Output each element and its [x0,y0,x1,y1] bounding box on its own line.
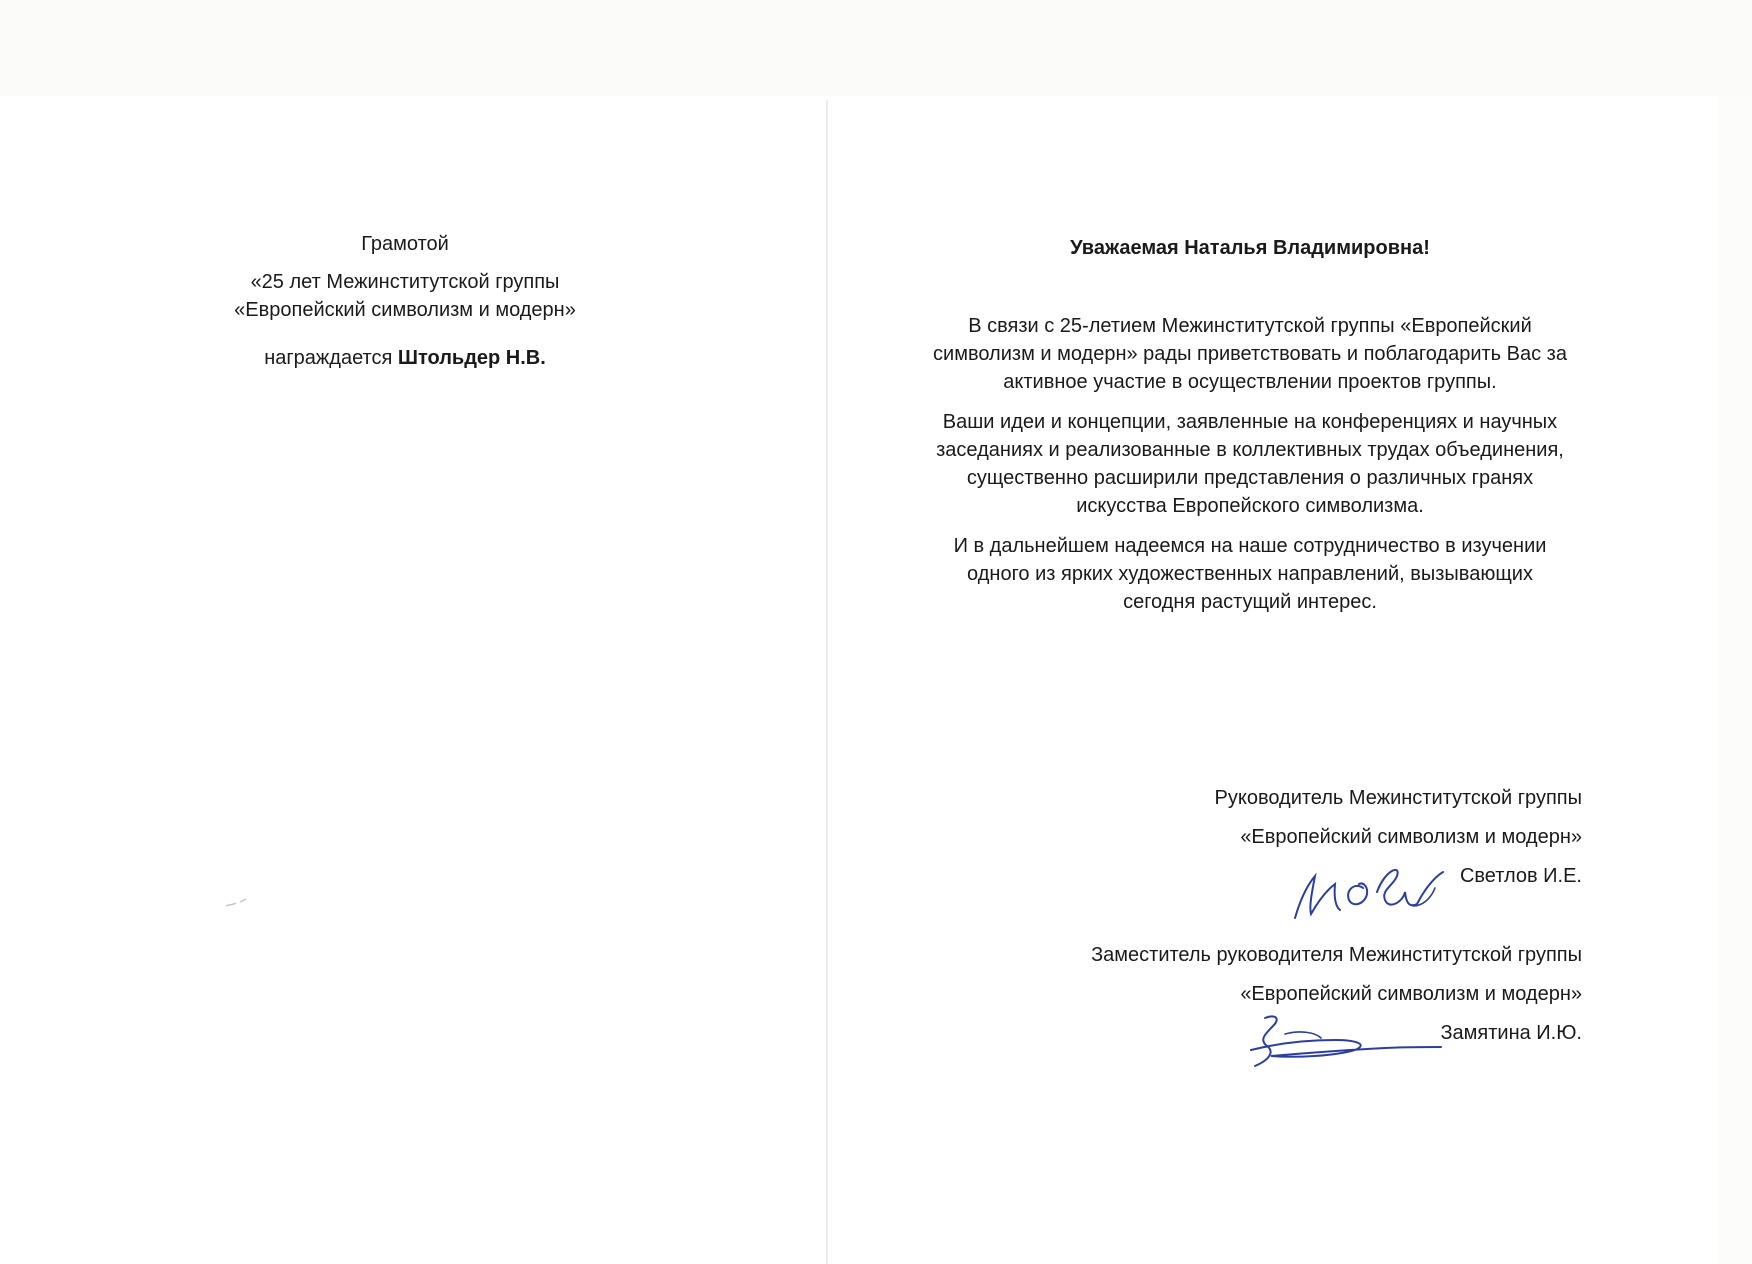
handwritten-signature-svetlov [1285,862,1460,924]
award-name-line-1: «25 лет Межинститутской группы [250,271,560,293]
scan-background [0,0,1752,96]
letter-line: В связи с 25-летием Межинститутской группы «Европейский [968,315,1532,337]
signatory-position: Руководитель Межинститутской группы [1214,787,1582,809]
letter-line: символизм и модерн» рады приветствовать и поблагодарить Вас за [933,343,1567,365]
letter-paragraph-1 [910,312,1590,396]
awardee-name: Штольдер Н.В. [397,347,546,369]
page-fold-line [826,100,828,1264]
signatory-position: Заместитель руководителя Межинститутской группы [1091,944,1582,966]
scan-speck-mark [224,896,254,910]
award-name-line-2: «Европейский символизм и модерн» [234,299,576,321]
handwritten-signature-zamyatina [1245,1010,1445,1072]
awarded-line [120,344,690,372]
certificate-left-page [120,230,690,372]
award-title: Грамотой [361,233,449,255]
letter-greeting: Уважаемая Наталья Владимировна! [1070,237,1430,259]
sheet-right-edge [1718,96,1752,1264]
awarded-prefix: награждается [264,347,393,369]
award-name [120,268,690,324]
letter-paragraph-3 [910,532,1590,616]
letter-line: И в дальнейшем надеемся на наше сотрудничество в изучении [953,535,1547,557]
signatory-group-name: «Европейский символизм и модерн» [1240,983,1582,1005]
signatory-name: Светлов И.Е. [1459,865,1582,887]
signatory-group-name: «Европейский символизм и модерн» [1240,826,1582,848]
letter-line: активное участие в осуществлении проектов группы. [1003,371,1497,393]
letter-line: существенно расширили представления о различных гранях [966,467,1534,489]
letter-line: искусства Европейского символизма. [1076,495,1424,517]
letter-line: одного из ярких художественных направлений, вызывающих [967,563,1533,585]
letter-line: Ваши идеи и концепции, заявленные на конференциях и научных [942,411,1558,433]
signatory-name: Замятина И.Ю. [1440,1022,1582,1044]
letter-right-page [910,234,1590,628]
letter-line: заседаниях и реализованные в коллективных трудах объединения, [936,439,1564,461]
letter-line: сегодня растущий интерес. [1123,591,1377,613]
letter-paragraph-2 [910,408,1590,520]
